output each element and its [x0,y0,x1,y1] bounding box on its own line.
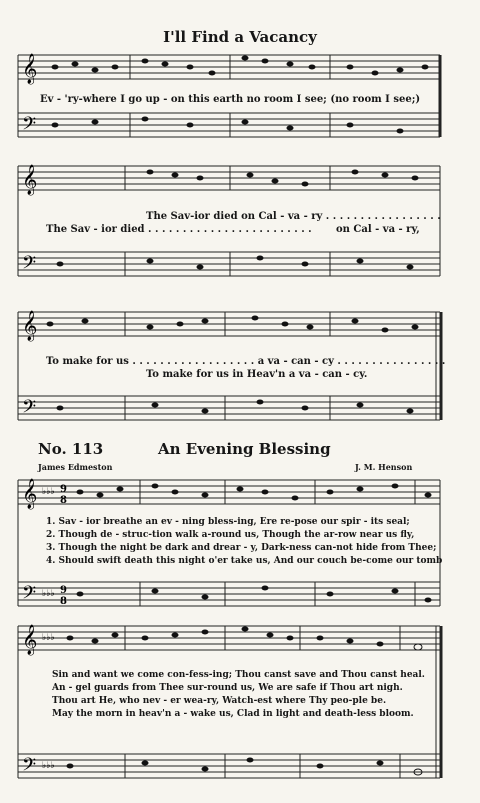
verse-line: Sin and want we come con-fess-ing; Thou canst save and Thou canst heal. [52,670,425,680]
svg-text:♭♭♭: ♭♭♭ [42,633,55,643]
svg-text:8: 8 [60,596,67,607]
staff-system-4 [0,472,480,612]
lyric-line: on Cal - va - ry, [336,224,420,235]
song-title: I'll Find a Vacancy [163,28,317,46]
svg-text:𝄞: 𝄞 [22,625,38,655]
lyric-line: Ev - 'ry-where I go up - on this earth no room I see; (no room I see;) [40,94,421,105]
svg-text:𝄢: 𝄢 [22,583,37,608]
svg-text:8: 8 [60,495,67,506]
staff-system-5 [0,618,480,798]
verse-line: 2. Though de - struc-tion walk a-round us, Though the ar-row near us fly, [46,530,415,540]
svg-text:𝄢: 𝄢 [22,755,37,780]
svg-text:𝄢: 𝄢 [22,397,37,422]
svg-text:♭♭♭: ♭♭♭ [42,589,55,599]
lyric-line: The Sav-ior died on Cal - va - ry . . . . . . . . . . . . . . . . . [146,211,441,222]
lyric-line: To make for us . . . . . . . . . . . . . . . . . . a va - can - cy . . . . . . . . . . . . . . . . [46,356,446,367]
verse-line: An - gel guards from Thee sur-round us, We are safe if Thou art nigh. [52,683,403,693]
lyric-line: To make for us in Heav'n a va - can - cy. [146,369,368,380]
svg-text:𝄞: 𝄞 [22,165,38,195]
svg-text:9: 9 [60,484,67,495]
svg-text:𝄞: 𝄞 [22,479,38,509]
svg-text:𝄢: 𝄢 [22,253,37,278]
hymn-number: No. 113 [38,440,104,458]
svg-text:♭♭♭: ♭♭♭ [42,761,55,771]
hymn-title: An Evening Blessing [158,440,331,458]
svg-text:𝄞: 𝄞 [22,54,38,84]
verse-line: 3. Though the night be dark and drear - y, Dark-ness can-not hide from Thee; [46,543,437,553]
svg-text:𝄞: 𝄞 [22,311,38,341]
verse-line: 1. Sav - ior breathe an ev - ning bless-ing, Ere re-pose our spir - its seal; [46,517,410,527]
svg-text:9: 9 [60,585,67,596]
composer-credit: J. M. Henson [355,462,413,472]
verse-line: May the morn in heav'n a - wake us, Clad in light and death-less bloom. [52,709,414,719]
lyric-line: The Sav - ior died . . . . . . . . . . . . . . . . . . . . . . . . [46,224,312,235]
verse-line: Thou art He, who nev - er wea-ry, Watch-est where Thy peo-ple be. [52,696,387,706]
verse-line: 4. Should swift death this night o'er take us, And our couch be-come our tomb [46,556,443,566]
author-credit: James Edmeston [38,462,113,472]
svg-text:𝄢: 𝄢 [22,114,37,139]
svg-text:♭♭♭: ♭♭♭ [42,487,55,497]
